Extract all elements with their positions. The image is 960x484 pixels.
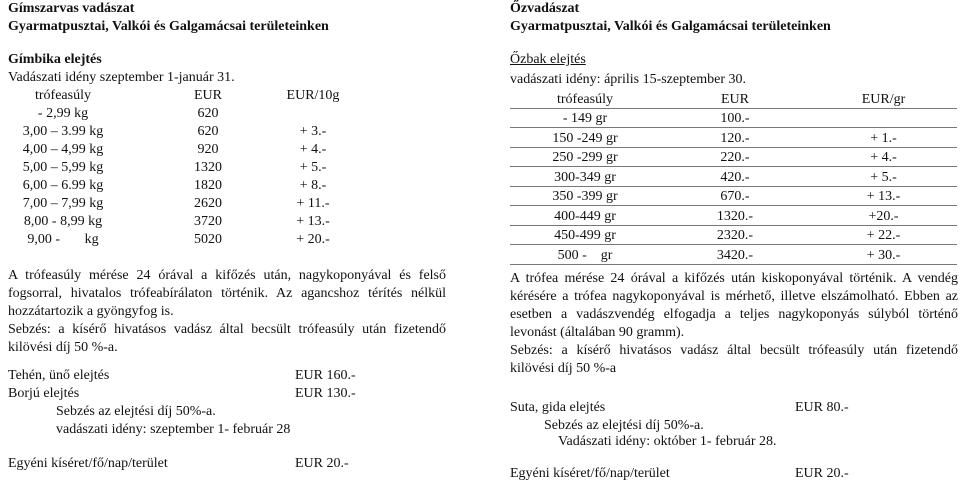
- left-season: Vadászati idény szeptember 1-január 31.: [8, 70, 235, 85]
- table-row: [510, 128, 957, 148]
- left-note-wounding: Sebzés: a kísérő hivatásos vadász által becsült trófeasúly után fizetendő kilövési díj 50 %-a.: [8, 322, 446, 355]
- weight-cell: 250 -299 gr: [510, 147, 660, 167]
- right-title: Őzvadászat: [510, 1, 580, 16]
- weight-cell: 300-349 gr: [510, 167, 660, 187]
- weight-cell: 7,00 – 7,99 kg: [22, 196, 104, 211]
- eur10g-cell: + 4.-: [299, 142, 327, 157]
- weight-cell: - 149 gr: [510, 108, 660, 128]
- left-extra-season: vadászati idény: szeptember 1- február 28: [56, 422, 291, 437]
- weight-cell: 350 -399 gr: [510, 186, 660, 206]
- guide-label: Egyéni kíséret/fő/nap/terület: [8, 456, 168, 471]
- extra-label: Borjú elejtés: [8, 386, 80, 401]
- eur-cell: 1320.-: [660, 206, 810, 226]
- table-row: [510, 225, 957, 245]
- guide-price: EUR 20.-: [795, 466, 849, 481]
- table-row: [510, 147, 957, 167]
- left-subtitle: Gyarmatpusztai, Valkói és Galgamácsai területeinken: [8, 19, 329, 34]
- eur10g-cell: + 3.-: [299, 124, 327, 139]
- eurgr-cell: + 30.-: [810, 245, 957, 265]
- left-extra-wounding: Sebzés az elejtési díj 50%-a.: [56, 404, 216, 419]
- eur-cell: 3420.-: [660, 245, 810, 265]
- right-header-eurgr: EUR/gr: [810, 89, 957, 108]
- weight-cell: 400-449 gr: [510, 206, 660, 226]
- left-header-eur: EUR: [194, 88, 222, 103]
- eur-cell: 3720: [194, 214, 222, 229]
- right-header-eur: EUR: [660, 89, 810, 108]
- table-row: [510, 167, 957, 187]
- eurgr-cell: +20.-: [810, 206, 957, 226]
- eur10g-cell: + 20.-: [296, 232, 330, 247]
- eur-cell: 2320.-: [660, 225, 810, 245]
- table-row: [510, 186, 957, 206]
- eur-cell: 1820: [194, 178, 222, 193]
- right-header-weight: trófeasúly: [510, 89, 660, 108]
- eur-cell: 420.-: [660, 167, 810, 187]
- table-row: [510, 206, 957, 226]
- weight-cell: 5,00 – 5,99 kg: [22, 160, 104, 175]
- weight-cell: 6,00 – 6.99 kg: [22, 178, 104, 193]
- weight-cell: 8,00 - 8,99 kg: [23, 214, 103, 229]
- weight-cell: - 2,99 kg: [37, 106, 89, 121]
- extra-label: Tehén, ünő elejtés: [8, 368, 110, 383]
- weight-cell: 3,00 – 3.99 kg: [22, 124, 104, 139]
- eur10g-cell: + 8.-: [299, 178, 327, 193]
- eurgr-cell: + 1.-: [810, 128, 957, 148]
- eurgr-cell: + 13.-: [810, 186, 957, 206]
- extra-price: EUR 160.-: [295, 368, 356, 383]
- left-header-eur10g: EUR/10g: [286, 88, 340, 103]
- weight-cell: 150 -249 gr: [510, 128, 660, 148]
- weight-cell: 4,00 – 4,99 kg: [22, 142, 104, 157]
- right-section-title: Őzbak elejtés: [510, 52, 586, 67]
- right-table-header: [510, 89, 957, 108]
- extra-price: EUR 130.-: [295, 386, 356, 401]
- eur-cell: 670.-: [660, 186, 810, 206]
- eur-cell: 120.-: [660, 128, 810, 148]
- eurgr-cell: + 4.-: [810, 147, 957, 167]
- extra-label: Suta, gida elejtés: [510, 400, 606, 415]
- eur-cell: 100.-: [660, 108, 810, 128]
- eur-cell: 220.-: [660, 147, 810, 167]
- eur10g-cell: + 5.-: [299, 160, 327, 175]
- table-row: [510, 245, 957, 265]
- right-extra-wounding: Sebzés az elejtési díj 50%-a.: [544, 418, 704, 433]
- weight-cell: 9,00 - kg: [27, 232, 99, 247]
- left-note-measurement: A trófeasúly mérése 24 órával a kifőzés után, nagykoponyával és felső fogsorral, hivatalos trófeabírálaton történik. Az agancshoz térítés nélkül hozzátartozik a gyöngyfog is.: [8, 268, 446, 319]
- eur10g-cell: + 11.-: [296, 196, 330, 211]
- eur-cell: 920: [197, 142, 219, 157]
- left-header-weight: trófeasúly: [35, 88, 91, 103]
- right-season: vadászati idény: április 15-szeptember 30.: [510, 72, 746, 87]
- left-section-title: Gímbika elejtés: [8, 52, 102, 67]
- eur-cell: 1320: [194, 160, 222, 175]
- right-extra-season: Vadászati idény: október 1- február 28.: [558, 434, 777, 449]
- eurgr-cell: + 5.-: [810, 167, 957, 187]
- guide-price: EUR 20.-: [295, 456, 349, 471]
- table-row: [510, 108, 957, 128]
- left-title: Gímszarvas vadászat: [8, 1, 135, 16]
- guide-label: Egyéni kíséret/fő/nap/terület: [510, 466, 670, 481]
- weight-cell: 500 - gr: [510, 245, 660, 265]
- eur-cell: 5020: [194, 232, 222, 247]
- eur-cell: 620: [197, 124, 219, 139]
- extra-price: EUR 80.-: [795, 400, 849, 415]
- eur-cell: 2620: [194, 196, 222, 211]
- weight-cell: 450-499 gr: [510, 225, 660, 245]
- right-note-wounding: Sebzés: a kísérő hivatásos vadász által becsült trófeasúly után fizetendő kilövési díj 50 %-a: [510, 343, 958, 376]
- eurgr-cell: + 22.-: [810, 225, 957, 245]
- eur10g-cell: + 13.-: [296, 214, 330, 229]
- right-price-table: [510, 89, 957, 265]
- eurgr-cell: [810, 108, 957, 128]
- eur-cell: 620: [197, 106, 219, 121]
- right-subtitle: Gyarmatpusztai, Valkói és Galgamácsai területeinken: [510, 19, 831, 34]
- right-note-measurement: A trófea mérése 24 órával a kifőzés után kiskoponyával történik. A vendég kérésére a trófea nagykoponyával is mérhető, illetve elszámolható. Ebben az esetben a vadászvendég elfogadja a teljes nagykoponyás súlyból történő levonást (általában 90 gramm).: [510, 271, 958, 340]
